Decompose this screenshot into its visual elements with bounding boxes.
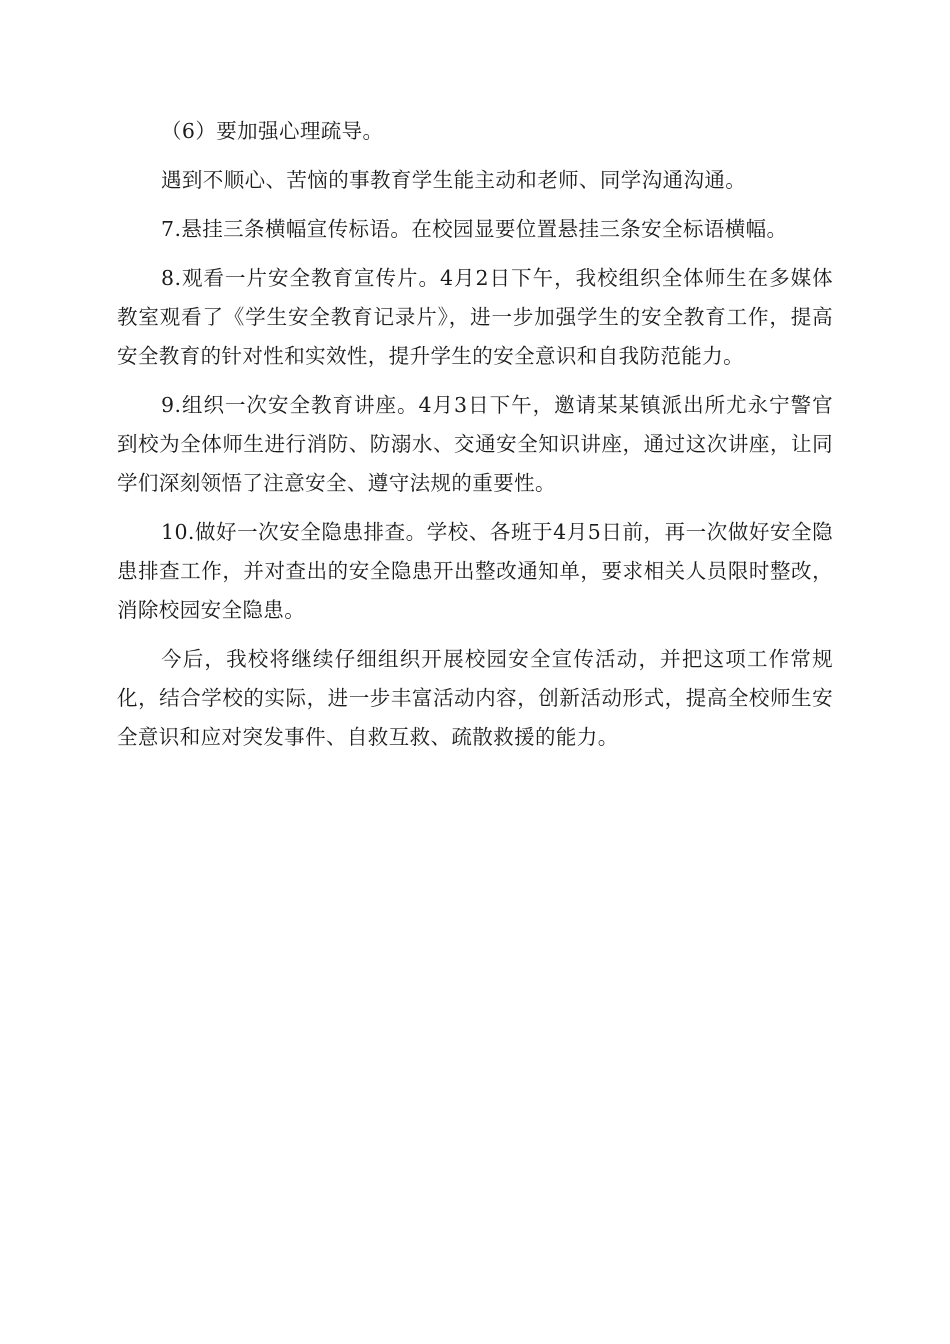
document-body bbox=[117, 112, 833, 767]
paragraph-safety-film: 8.观看一片安全教育宣传片。4月2日下午，我校组织全体师生在多媒体教室观看了《学生安全教育记录片》，进一步加强学生的安全教育工作，提高安全教育的针对性和实效性，提升学生的安全意识和自我防范能力。 bbox=[117, 266, 833, 368]
paragraph-communication: 遇到不顺心、苦恼的事教育学生能主动和老师、同学沟通沟通。 bbox=[161, 168, 747, 192]
paragraph-safety-lecture: 9.组织一次安全教育讲座。4月3日下午，邀请某某镇派出所尤永宁警官到校为全体师生进行消防、防溺水、交通安全知识讲座，通过这次讲座，让同学们深刻领悟了注意安全、遵守法规的重要性。 bbox=[117, 393, 833, 495]
paragraph-banners: 7.悬挂三条横幅宣传标语。在校园显要位置悬挂三条安全标语横幅。 bbox=[161, 217, 788, 241]
paragraph-psychological-counseling: （6）要加强心理疏导。 bbox=[161, 119, 384, 143]
paragraph-conclusion: 今后，我校将继续仔细组织开展校园安全宣传活动，并把这项工作常规化，结合学校的实际，进一步丰富活动内容，创新活动形式，提高全校师生安全意识和应对突发事件、自救互救、疏散救援的能力。 bbox=[117, 647, 833, 749]
paragraph-hazard-inspection: 10.做好一次安全隐患排查。学校、各班于4月5日前，再一次做好安全隐患排查工作，并对查出的安全隐患开出整改通知单，要求相关人员限时整改，消除校园安全隐患。 bbox=[117, 520, 833, 622]
